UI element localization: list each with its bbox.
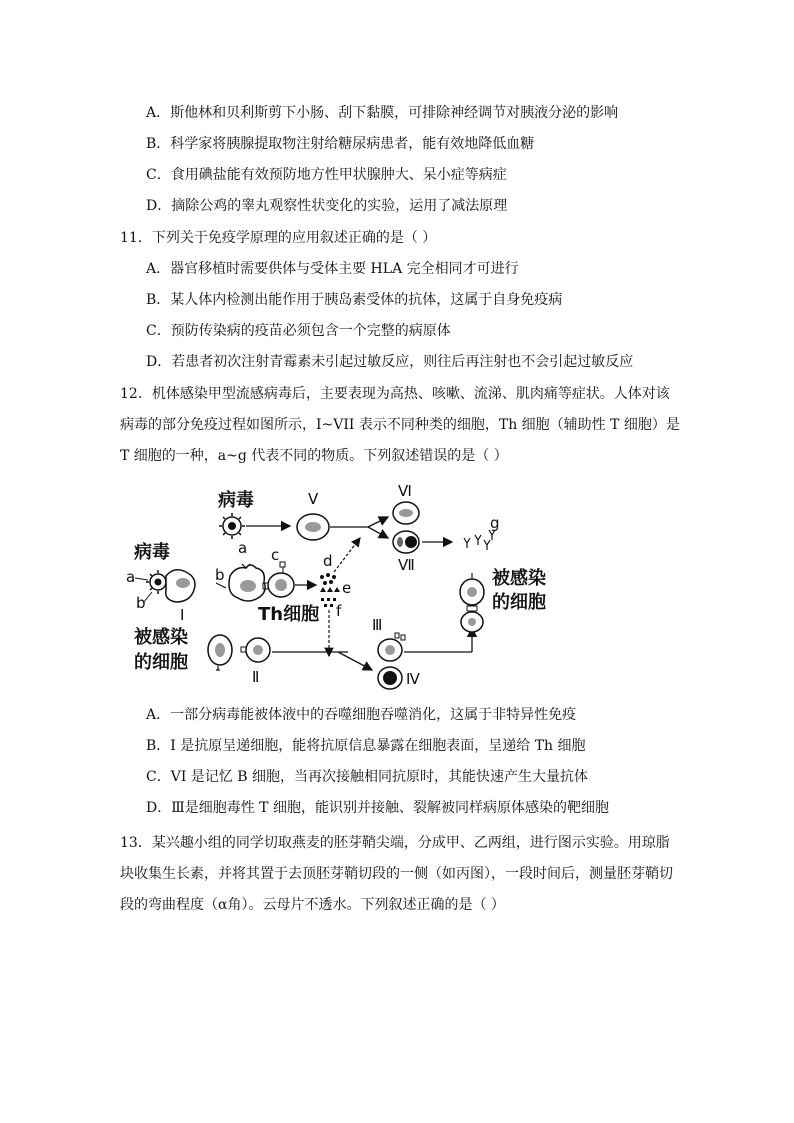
cell-ii [241,638,270,662]
q11-option-b: B．某人体内检测出能作用于胰岛素受体的抗体，这属于自身免疫病 [146,292,563,308]
label-d: d [323,552,333,570]
cell-vii [393,531,419,553]
label-cell-ii: Ⅱ [252,668,260,686]
q11-option-d: D．若患者初次注射青霉素未引起过敏反应，则往后再注射也不会引起过敏反应 [146,354,634,370]
q12-option-c: C．VI 是记忆 B 细胞，当再次接触相同抗原时，其能快速产生大量抗体 [146,769,588,785]
virus-icon-top [219,513,245,539]
immune-process-figure [120,480,590,695]
cell-vi [393,502,419,524]
label-cell-i: I [180,606,185,624]
label-cell-vii: Ⅶ [398,556,415,574]
label-b-left: b [136,594,146,612]
label-infected-right-1: 被感染 [492,568,546,589]
q10-option-d: D．摘除公鸡的睾丸观察性状变化的实验，运用了减法原理 [146,198,508,214]
q11-option-a: A．器官移植时需要供体与受体主要 HLA 完全相同才可进行 [146,261,519,277]
label-th-cell: Th细胞 [258,604,320,625]
label-cell-iii: Ⅲ [372,616,383,634]
cell-iii [378,633,405,661]
label-b-apc: b [215,566,225,584]
label-c: c [271,546,280,564]
label-virus-top: 病毒 [218,490,254,511]
label-a-apc: a [238,539,248,557]
label-infected-left-1: 被感染 [134,627,188,648]
label-e: e [342,579,352,597]
label-g: g [490,514,500,532]
virus-icon-left [146,570,166,594]
cell-apc [229,564,268,601]
cell-th [268,573,294,597]
cell-infected-right [460,573,484,611]
q13-stem: 13．某兴趣小组的同学切取燕麦的胚芽鞘尖端，分成甲、乙两组，进行图示实验。用琼脂块收集生长素，并将其置于去顶胚芽鞘切段的一侧（如丙图），一段时间后，测量胚芽鞘切段的弯曲程度（α角）。云母片不透水。下列叙述正确的是（ ） [120,835,673,913]
label-infected-right-2: 的细胞 [492,592,546,613]
q12-option-d: D．Ⅲ是细胞毒性 T 细胞，能识别并接触、裂解被同样病原体感染的靶细胞 [146,800,609,816]
label-cell-vi: Ⅵ [398,482,412,500]
q12-option-b: B．I 是抗原呈递细胞，能将抗原信息暴露在细胞表面，呈递给 Th 细胞 [146,738,586,754]
q10-option-b: B．科学家将胰腺提取物注射给糖尿病患者，能有效地降低血糖 [146,136,535,152]
cell-ctl-right [461,612,483,632]
antibody-g-icon [464,530,495,550]
label-cell-iv: Ⅳ [406,670,420,688]
q10-option-a: A．斯他林和贝利斯剪下小肠、刮下黏膜，可排除神经调节对胰液分泌的影响 [146,105,619,121]
q11-option-c: C．预防传染病的疫苗必须包含一个完整的病原体 [146,323,451,339]
label-infected-left-2: 的细胞 [134,652,188,673]
label-cell-v: Ⅴ [308,490,319,508]
label-a-left: a [126,568,136,586]
q10-option-c: C．食用碘盐能有效预防地方性甲状腺肿大、呆小症等病症 [146,167,507,183]
q12-stem: 12．机体感染甲型流感病毒后，主要表现为高热、咳嗽、流涕、肌肉痛等症状。人体对该病毒的部分免疫过程如图所示，I~VII 表示不同种类的细胞，Th 细胞（辅助性 T 细胞）是 T 细胞的一种，a~g 代表不同的物质。下列叙述错误的是（ ） [120,386,680,464]
cell-iv [378,667,402,689]
cell-v [297,514,329,540]
q11-stem: 11．下列关于免疫学原理的应用叙述正确的是（ ） [120,230,437,246]
cell-i [166,570,195,602]
q12-option-a: A．一部分病毒能被体液中的吞噬细胞吞噬消化，这属于非特异性免疫 [146,707,577,723]
label-f: f [336,602,342,620]
cell-infected-left [208,635,232,670]
label-virus-left: 病毒 [134,542,170,563]
